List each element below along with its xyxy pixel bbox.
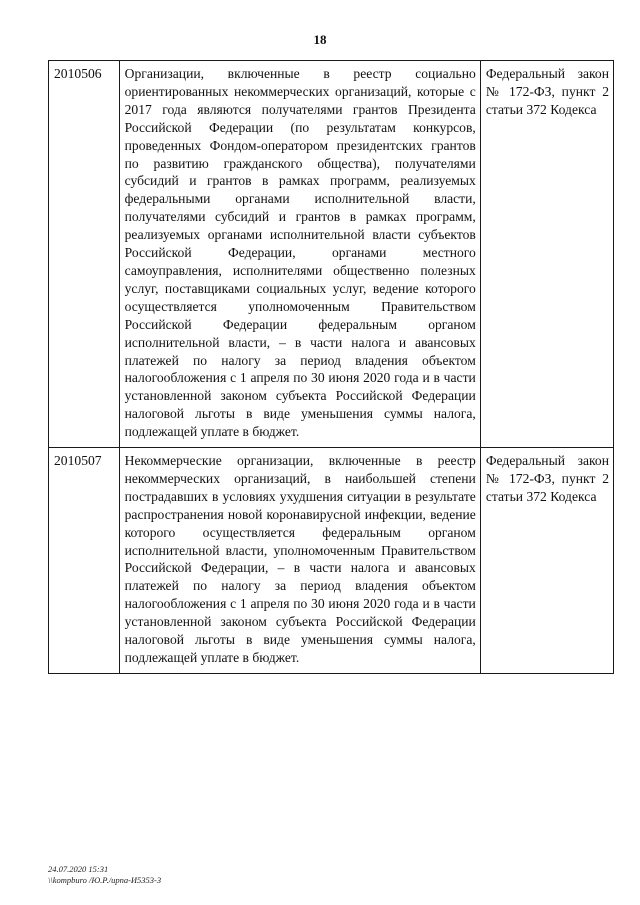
description-cell: Организации, включенные в реестр социально ориентированных некоммерческих организаций, которые с 2017 года являются получателями грантов Президента Российской Федерации (по результатам конкурсов, проведенных Фондом-оператором президентских грантов по развитию гражданского общества), получателями субсидий и грантов в рамках программ, реализуемых федеральными органами исполнительной власти, получателями субсидий и грантов в рамках программ, реализуемых органами исполнительной власти субъектов Российской Федерации, органами местного самоуправления, исполнителями общественно полезных услуг, поставщиками социальных услуг, ведение которого осуществляется уполномоченным Правительством Российской Федерации федеральным органом исполнительной власти, – в части налога и авансовых платежей по налогу за период владения объектом налогообложения с 1 апреля по 30 июня 2020 года и в части установленной законом субъекта Российской Федерации налоговой льготы в виде уменьшения суммы налога, подлежащей уплате в бюджет. <box>119 61 480 448</box>
legal-basis-cell: Федеральный закон № 172-ФЗ, пункт 2 статьи 372 Кодекса <box>480 61 613 448</box>
benefits-table <box>48 60 614 674</box>
footer-timestamp: 24.07.2020 15:31 <box>48 864 109 874</box>
page-number: 18 <box>313 32 327 47</box>
description-cell: Некоммерческие организации, включенные в реестр некоммерческих организаций, в наибольшей степени пострадавших в условиях ухудшения ситуации в результате распространения новой коронавирусной инфекции, ведение которого осуществляется федеральным органом исполнительной власти, уполномоченным Правительством Российской Федерации, – в части налога и авансовых платежей по налогу за период владения объектом налогообложения с 1 апреля по 30 июня 2020 года и в части установленной законом субъекта Российской Федерации налоговой льготы в виде уменьшения суммы налога, подлежащей уплате в бюджет. <box>119 448 480 674</box>
footer-file-path: \\kompburo /Ю.Р./ирпа-И5353-3 <box>48 875 162 885</box>
code-cell: 2010506 <box>49 61 120 448</box>
table-row <box>49 448 614 674</box>
document-footer <box>48 864 161 886</box>
table-row <box>49 61 614 448</box>
code-cell: 2010507 <box>49 448 120 674</box>
legal-basis-cell: Федеральный закон № 172-ФЗ, пункт 2 статьи 372 Кодекса <box>480 448 613 674</box>
